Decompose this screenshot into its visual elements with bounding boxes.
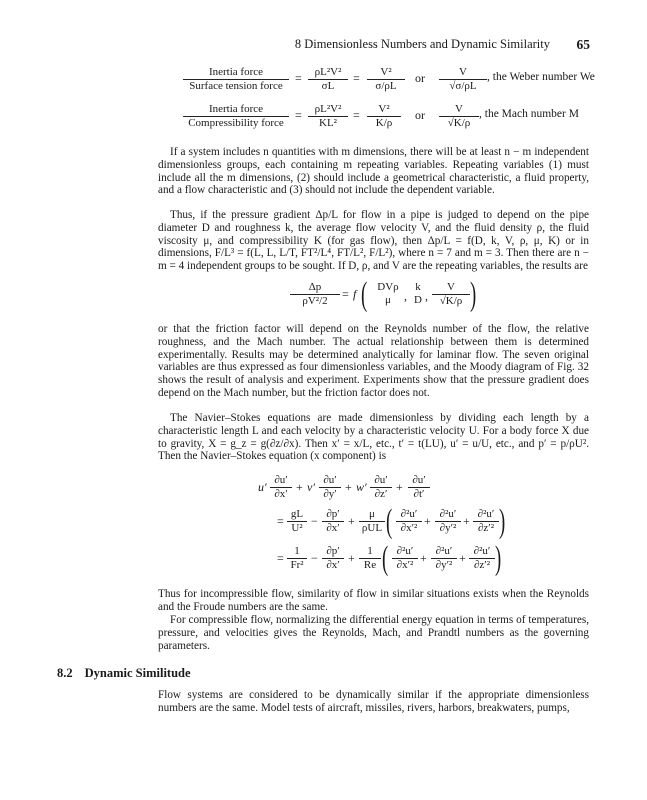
paragraph-4: The Navier–Stokes equations are made dimensionless by dividing each length by a characteristic length L and each velocity by a characteristic velocity U. For a body force X due to gravity, X = g_z = g(∂z/∂x). Then x′ = x/L, etc., t′ = t(LU), u′ = u/U, etc., and p′ = p/ρU². Then the Navier–Stokes equation (x component) is bbox=[158, 412, 589, 463]
right-paren: ) bbox=[495, 540, 502, 577]
weber-equation bbox=[183, 66, 603, 96]
lhs-fraction: $\frac{\Delta p}{\text{ρV²/2}}$ bbox=[290, 281, 340, 308]
mach-fraction-1: $\frac{\text{ρL²V²}}{\text{KL²}}$ bbox=[308, 103, 348, 130]
ns-term: $\frac{\partial p'}{\partial x'}$ bbox=[322, 508, 344, 535]
paragraph-6: For compressible flow, normalizing the differential energy equation in terms of temperatures, pressure, and velocities gives the Reynolds, Mach, and Prandtl numbers as the governing parameters. bbox=[158, 614, 589, 652]
ns-term: $\frac{\partial u'}{\partial y'}$ bbox=[319, 474, 341, 501]
mach-group: $\frac{V}{√K/\rho}$ bbox=[432, 281, 470, 308]
mach-equation bbox=[183, 103, 603, 133]
ns-term: $\frac{\partial u'}{\partial x'}$ bbox=[270, 474, 292, 501]
paragraph-2: Thus, if the pressure gradient Δp/L for flow in a pipe is judged to depend on the pipe diameter D and roughness k, the average flow velocity V, and the fluid density ρ, the fluid viscosity μ, and compressibility K (for gas flow), then Δp/L = f(D, k, V, ρ, μ, K) or in dimensions, F/L³ = f(L, L, L/T, FT²/L⁴, FT/L², F/L²), where n = 7 and m = 3. Then there are n − m = 4 independent groups to be sought. If D, ρ, and V are the repeating variables, the results are bbox=[158, 209, 589, 272]
ns-term: $\frac{\text{∂²u′}}{\text{∂y′²}}$ bbox=[431, 545, 457, 572]
navier-stokes-rhs-1: = $\frac{gL}{\text{U²}}$ − $\frac{\partial p'}{\partial x'}$ + μ ρUL ( $\frac{\text{∂²u′}}{\text{∂x′²}}$ + $\frac{\text{∂²u′}}{\text{∂y′²}}$ + $\frac{\text{∂²u′}}{\text{∂z′²}}$ ) bbox=[277, 503, 506, 540]
ns-term: $\frac{1}{\text{Fr²}}$ bbox=[287, 545, 307, 572]
ns-term: $\frac{1}{Re}$ bbox=[359, 545, 381, 572]
function-f: f bbox=[353, 287, 357, 301]
ns-term: $\frac{gL}{\text{U²}}$ bbox=[287, 508, 307, 535]
ns-term: $\frac{\text{∂²u′}}{\text{∂y′²}}$ bbox=[435, 508, 461, 535]
or-word: or bbox=[415, 71, 425, 85]
navier-stokes-lhs: u′ $\frac{\partial u'}{\partial x'}$ + v′ $\frac{\partial u'}{\partial y'}$ + w′ $\frac{\partial u'}{\partial z'}$ + $\frac{\partial u'}{\partial t'}$ bbox=[258, 474, 478, 504]
paragraph-3: or that the friction factor will depend on the Reynolds number of the flow, the relative roughness, and the Mach number. The actual relationship between them is determined experimentally. Results may be determined analytically for laminar flow. The seven original variables are thus expressed as four dimensionless variables, and the Moody diagram of Fig. 32 shows the result of analysis and experiment. Experiments show that the pressure gradient does depend on the Mach number, but the friction factor does not. bbox=[158, 323, 589, 399]
ns-term: $\frac{\text{∂²u′}}{\text{∂x′²}}$ bbox=[392, 545, 418, 572]
mach-fraction-2: $\frac{\text{V²}}{K/\rho}$ bbox=[367, 103, 401, 130]
left-paren: ( bbox=[361, 276, 368, 313]
ns-term: $\frac{\text{∂²u′}}{\text{∂z′²}}$ bbox=[469, 545, 495, 572]
ns-term: $\frac{\partial p'}{\partial x'}$ bbox=[322, 545, 344, 572]
comma: , bbox=[425, 289, 428, 303]
right-paren: ) bbox=[499, 503, 506, 540]
or-word: or bbox=[415, 108, 425, 122]
left-paren: ( bbox=[382, 540, 389, 577]
mach-label-fraction: Inertia force Compressibility force bbox=[183, 103, 289, 130]
chapter-title: 8 Dimensionless Numbers and Dynamic Similarity bbox=[294, 37, 550, 51]
comma: , bbox=[404, 289, 407, 303]
ns-term: $\frac{\text{∂²u′}}{\text{∂z′²}}$ bbox=[473, 508, 499, 535]
ns-term: $\frac{\text{∂²u′}}{\text{∂x′²}}$ bbox=[396, 508, 422, 535]
weber-label-fraction: Inertia force Surface tension force bbox=[183, 66, 289, 93]
paragraph-7: Flow systems are considered to be dynamically similar if the appropriate dimensionless numbers are the same. Model tests of aircraft, missiles, rivers, harbors, breakwaters, pumps, bbox=[158, 689, 589, 714]
equals-sign: = bbox=[353, 71, 360, 85]
left-paren: ( bbox=[386, 503, 393, 540]
ns-term: μ ρUL bbox=[359, 508, 385, 535]
section-title: Dynamic Similitude bbox=[84, 666, 191, 680]
mach-label: , the Mach number M bbox=[479, 108, 579, 120]
right-paren: ) bbox=[470, 276, 477, 313]
equals-sign: = bbox=[353, 108, 360, 122]
weber-fraction-1: $\frac{\text{ρL²V²}}{\sigma L}$ bbox=[308, 66, 348, 93]
equals-sign: = bbox=[342, 287, 349, 301]
reynolds-group: DVρ μ bbox=[377, 281, 399, 306]
navier-stokes-rhs-2: = $\frac{1}{\text{Fr²}}$ − $\frac{\partial p'}{\partial x'}$ + $\frac{1}{Re}$ ( $\frac{\text{∂²u′}}{\text{∂x′²}}$ + $\frac{\text{∂²u′}}{\text{∂y′²}}$ + $\frac{\text{∂²u′}}{\text{∂z′²}}$ ) bbox=[277, 540, 502, 577]
equals-sign: = bbox=[295, 108, 302, 122]
mach-fraction-3: $\frac{V}{√K/\rho}$ bbox=[439, 103, 479, 130]
section-heading bbox=[57, 666, 191, 681]
weber-label: , the Weber number We bbox=[487, 71, 595, 83]
roughness-group: k D bbox=[414, 281, 422, 306]
paragraph-1: If a system includes n quantities with m dimensions, there will be at least n − m independent dimensionless groups, each containing m repeating variables. Repeating variables (1) must include all the m dimensions, (2) should include a geometrical characteristic, a fluid property, and a flow characteristic and (3) should not include the dependent variable. bbox=[158, 146, 589, 197]
equals-sign: = bbox=[295, 71, 302, 85]
paragraph-5: Thus for incompressible flow, similarity of flow in similar situations exists when the Reynolds and the Froude numbers are the same. bbox=[158, 588, 589, 613]
weber-fraction-3: $\frac{V}{√\sigma/\rho L}$ bbox=[439, 66, 487, 93]
ns-term: $\frac{\partial u'}{\partial t'}$ bbox=[408, 474, 430, 501]
section-number: 8.2 bbox=[57, 666, 73, 680]
running-header bbox=[160, 37, 590, 57]
result-equation bbox=[290, 278, 490, 318]
page-number: 65 bbox=[576, 37, 590, 52]
ns-term: $\frac{\partial u'}{\partial z'}$ bbox=[370, 474, 392, 501]
weber-fraction-2: $\frac{\text{V²}}{\sigma/\rho L}$ bbox=[367, 66, 405, 93]
